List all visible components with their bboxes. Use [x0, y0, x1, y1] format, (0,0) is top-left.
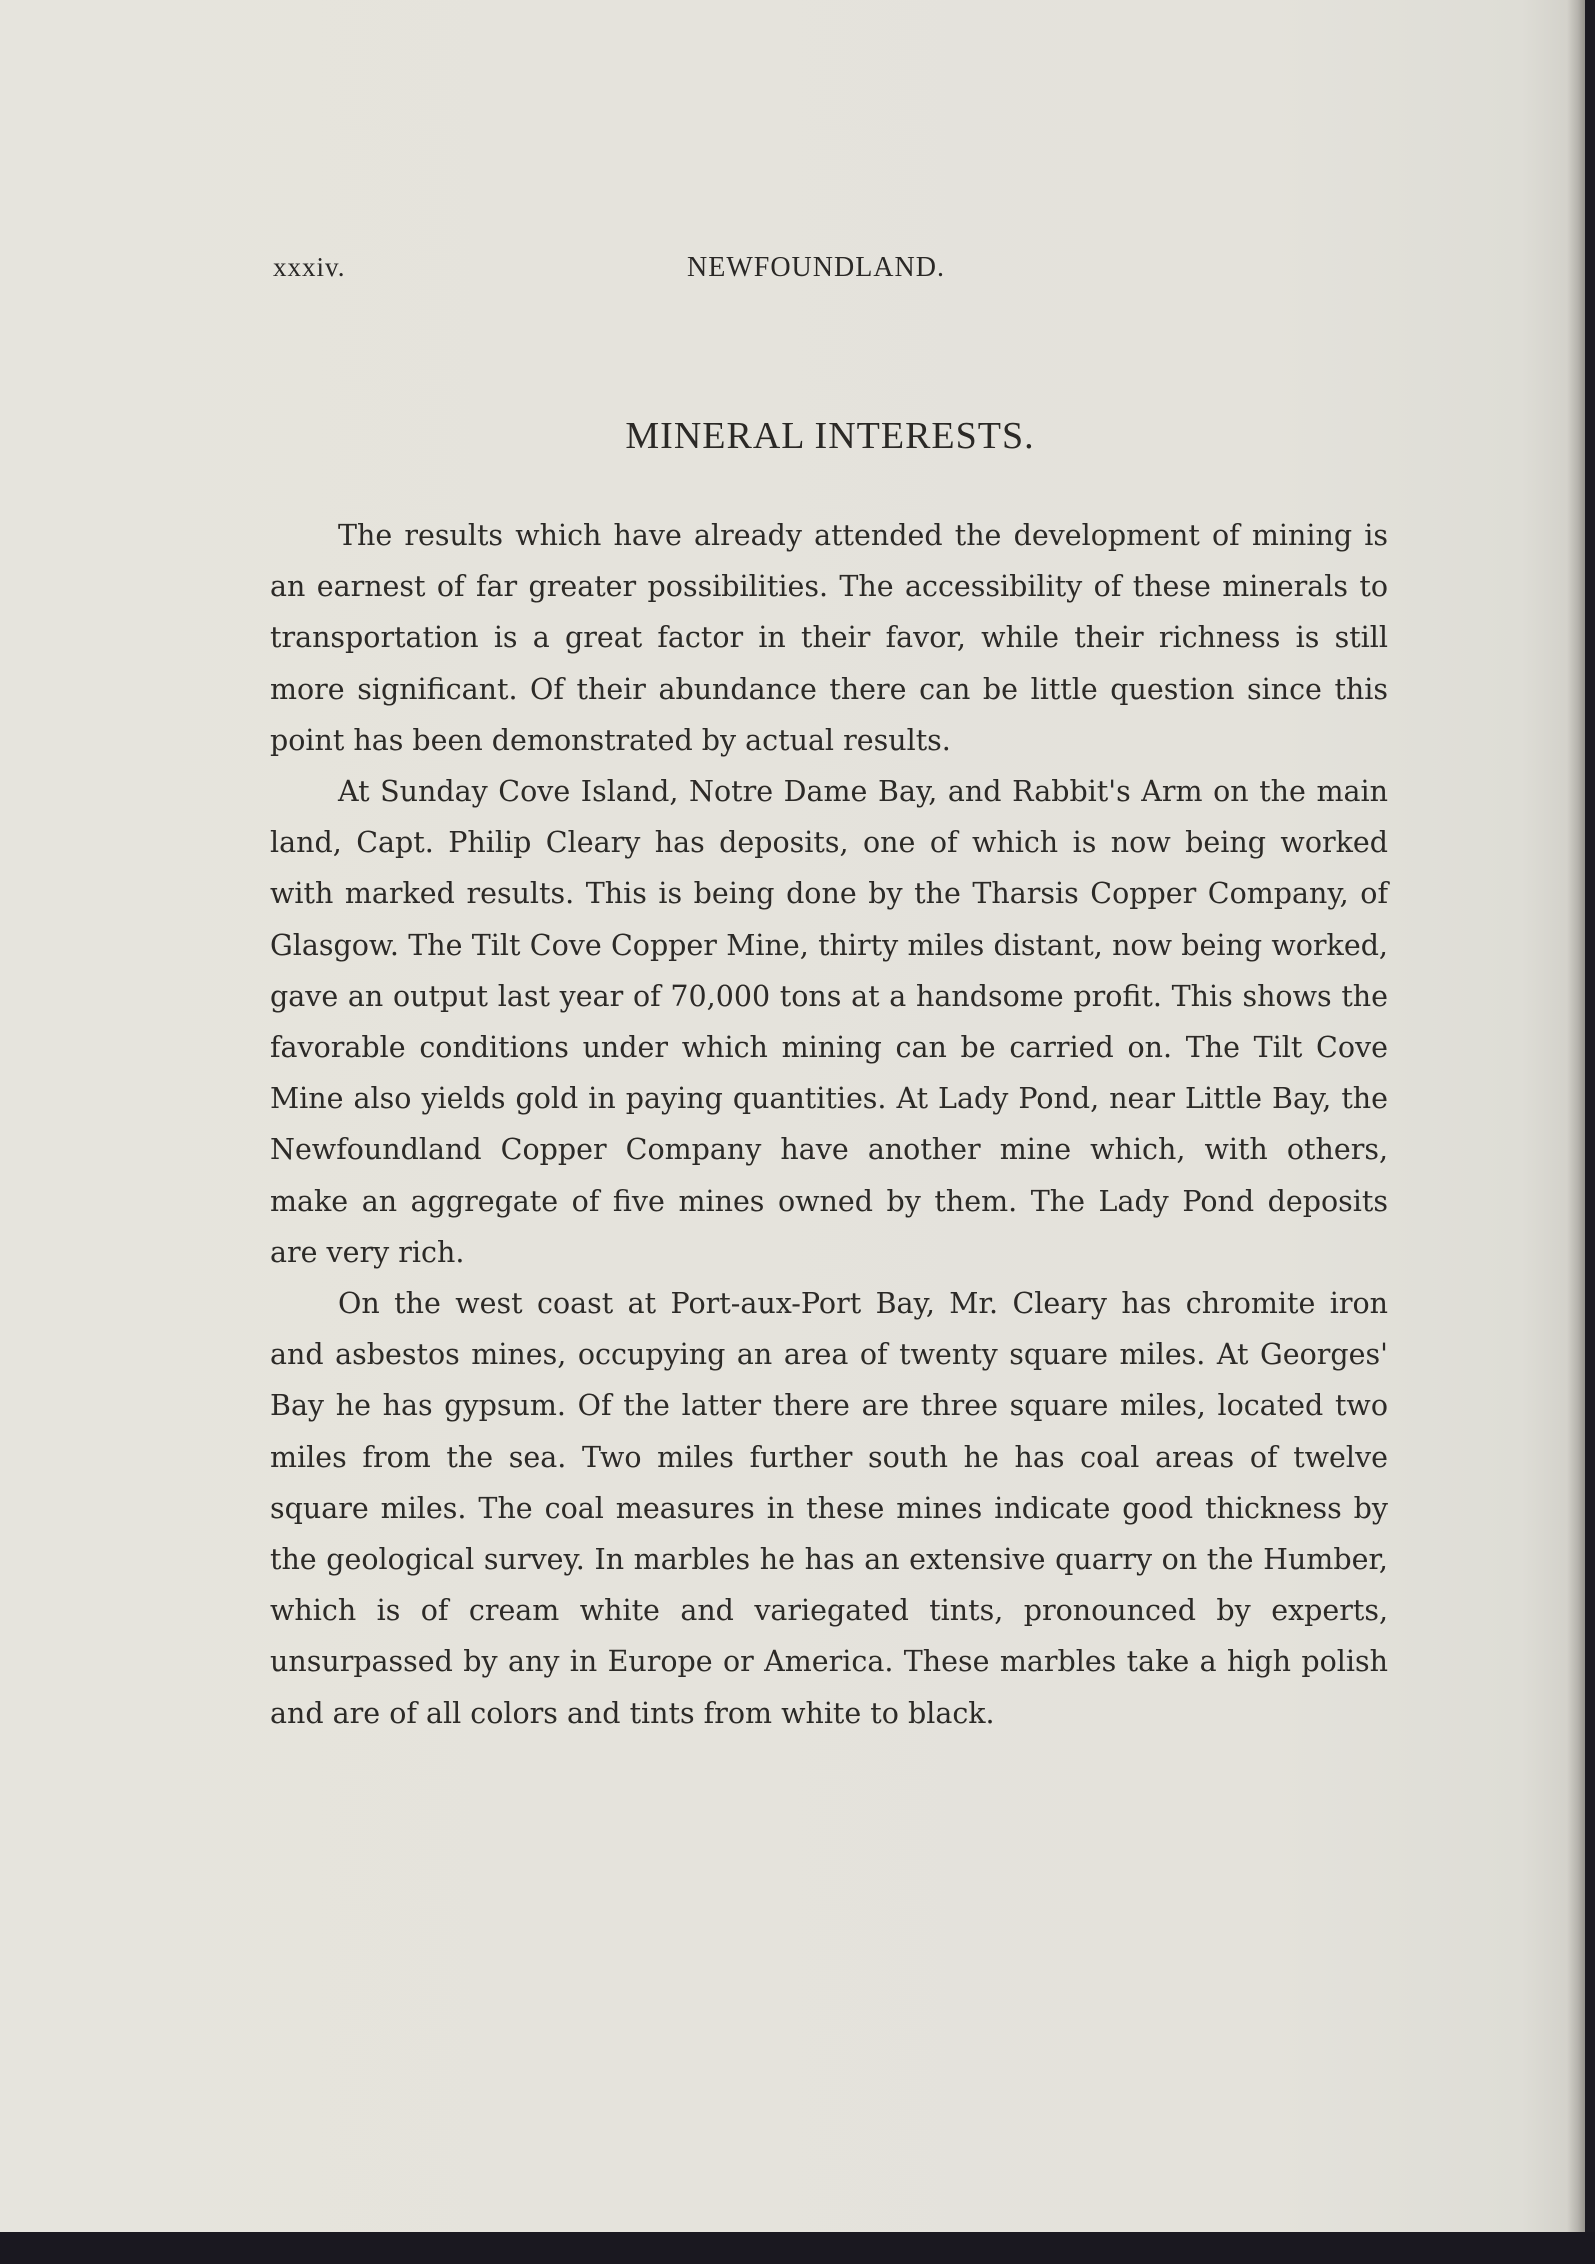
page-edge-shadow: [1567, 0, 1585, 2232]
bottom-shadow: [0, 2232, 1595, 2264]
section-heading: MINERAL INTERESTS.: [625, 415, 1035, 457]
paragraph-copper-mines: At Sunday Cove Island, Notre Dame Bay, and Rabbit's Arm on the main land, Capt. Philip Cleary has deposits, one of which is now being worked with marked results. This is being done by the Tharsis Copper Company, of Glasgow. The Tilt Cove Copper Mine, thirty miles distant, now being worked, gave an output last year of 70,000 tons at a handsome profit. This shows the favorable conditions under which mining can be carried on. The Tilt Cove Mine also yields gold in paying quantities. At Lady Pond, near Little Bay, the Newfoundland Copper Company have another mine which, with others, make an aggregate of five mines owned by them. The Lady Pond deposits are very rich.: [270, 775, 1388, 1269]
page-number: xxxiv.: [273, 252, 346, 282]
running-title: NEWFOUNDLAND.: [687, 252, 945, 283]
paragraph-development: The results which have already attended the development of mining is an earnest of far greater possibilities. The accessibility of these minerals to transportation is a great factor in their favor, while their richness is still more significant. Of their abundance there can be little question since this point has been demonstrated by actual results.: [270, 519, 1388, 757]
body-text: [270, 510, 1388, 1739]
paragraph-west-coast: On the west coast at Port-aux-Port Bay, Mr. Cleary has chromite iron and asbestos mines, occupying an area of twenty square miles. At Georges' Bay he has gypsum. Of the latter there are three square miles, located two miles from the sea. Two miles further south he has coal areas of twelve square miles. The coal measures in these mines indicate good thickness by the geological survey. In marbles he has an extensive quarry on the Humber, which is of cream white and variegated tints, pronounced by experts, unsurpassed by any in Europe or America. These marbles take a high polish and are of all colors and tints from white to black.: [270, 1287, 1388, 1730]
running-head: [273, 252, 967, 292]
